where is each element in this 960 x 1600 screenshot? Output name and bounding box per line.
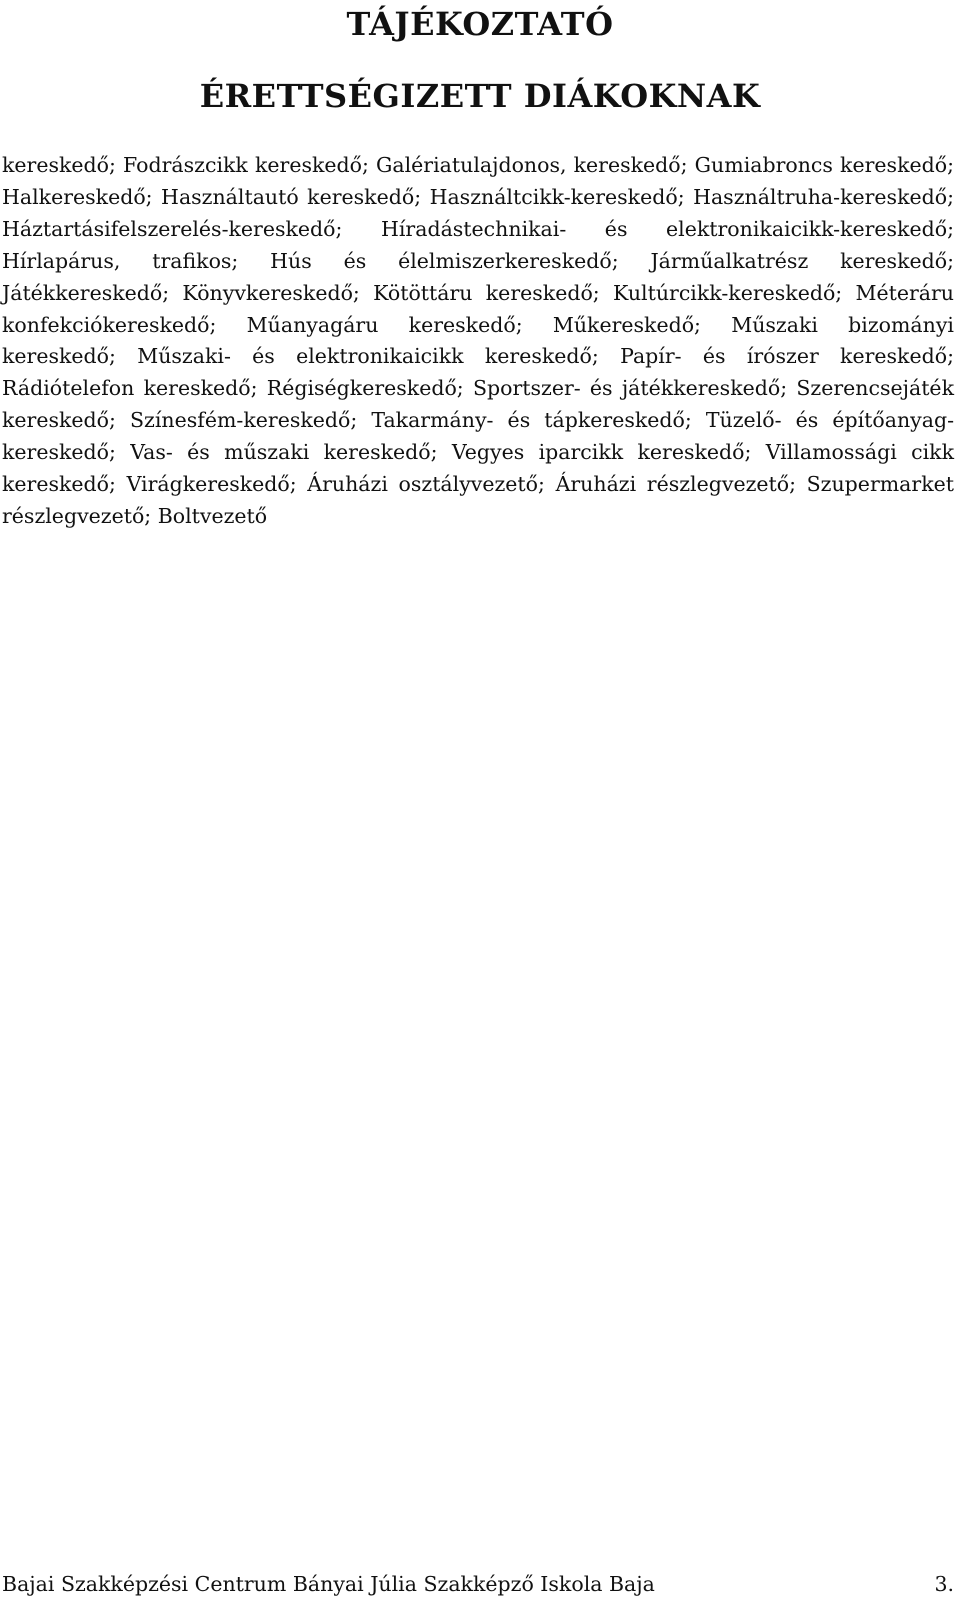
footer-school-name: Bajai Szakképzési Centrum Bányai Júlia Szakképző Iskola Baja (2, 1572, 655, 1596)
page-footer (2, 1570, 954, 1600)
page-title: TÁJÉKOZTATÓ (346, 5, 614, 43)
page-number: 3. (934, 1572, 954, 1596)
page-subtitle: ÉRETTSÉGIZETT DIÁKOKNAK (199, 77, 761, 115)
occupation-list-paragraph: kereskedő; Fodrászcikk kereskedő; Galériatulajdonos, kereskedő; Gumiabroncs kereskedő; Halkereskedő; Használtautó kereskedő; Használtcikk-kereskedő; Használtruha-kereskedő; Háztartásifelszerelés-kereskedő; Híradástechnikai- és elektronikaicikk-kereskedő; Hírlapárus, trafikos; Hús és élelmiszerkereskedő; Járműalkatrész kereskedő; Játékkereskedő; Könyvkereskedő; Kötöttáru kereskedő; Kultúrcikk-kereskedő; Méteráru konfekciókereskedő; Műanyagáru kereskedő; Műkereskedő; Műszaki bizományi kereskedő; Műszaki- és elektronikaicikk kereskedő; Papír- és írószer kereskedő; Rádiótelefon kereskedő; Régiségkereskedő; Sportszer- és játékkereskedő; Szerencsejáték kereskedő; Színesfém-kereskedő; Takarmány- és tápkereskedő; Tüzelő- és építőanyag-kereskedő; Vas- és műszaki kereskedő; Vegyes iparcikk kereskedő; Villamossági cikk kereskedő; Virágkereskedő; Áruházi osztályvezető; Áruházi részlegvezető; Szupermarket részlegvezető; Boltvezető (2, 153, 954, 528)
